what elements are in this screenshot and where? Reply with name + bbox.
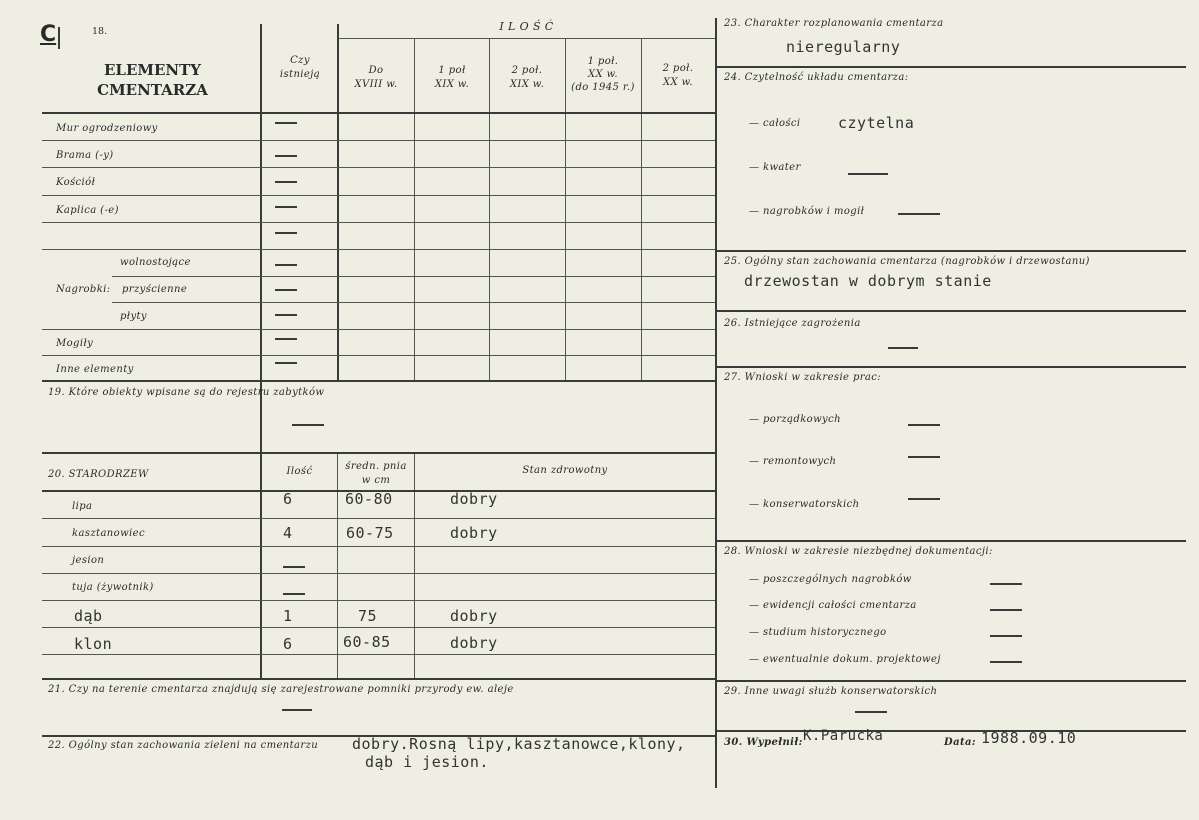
section-29-bottom-rule <box>717 730 1186 732</box>
dash-mark <box>898 213 940 215</box>
tree-name: tuja (żywotnik) <box>72 582 154 593</box>
col-header-1pol-xix <box>416 64 488 92</box>
elements-title <box>80 60 225 100</box>
col-header-do-xviii <box>340 64 412 92</box>
sredn-l1: średn. pnia <box>345 461 407 472</box>
dash-mark <box>275 264 297 266</box>
elements-title-line1: ELEMENTY <box>103 61 202 79</box>
row-rule <box>42 627 715 628</box>
dash-mark <box>282 709 312 711</box>
dash-mark <box>275 338 297 340</box>
tree-diam: 75 <box>358 607 378 625</box>
section-28-c: — studium historycznego <box>749 627 887 638</box>
element-przyscienne: przyścienne <box>122 284 188 295</box>
sredn-l2: w cm <box>361 475 391 486</box>
tree-state: dobry <box>450 524 498 542</box>
col-1pol20-l3: (do 1945 r.) <box>571 82 635 93</box>
row-rule <box>42 249 715 250</box>
dash-mark <box>990 609 1022 611</box>
tree-name: dąb <box>74 607 103 625</box>
ilosc-rule <box>338 38 715 39</box>
section-27-rem: — remontowych <box>749 456 837 467</box>
element-kosciol: Kościół <box>56 177 96 188</box>
section-22-value-line2: dąb i jesion. <box>365 753 489 771</box>
row-rule <box>42 355 715 356</box>
section-27-porz: — porządkowych <box>749 414 841 425</box>
col-divider-qty-start <box>337 24 339 380</box>
row-rule <box>112 302 715 303</box>
col-header-1pol-xx <box>566 55 640 94</box>
section-24-calosci-value: czytelna <box>838 114 915 132</box>
dash-mark <box>908 498 940 500</box>
row-rule <box>42 140 715 141</box>
element-mogily: Mogiły <box>56 338 94 349</box>
czy-line1: Czy <box>290 55 310 66</box>
czy-line2: istnieją <box>279 69 321 80</box>
dash-mark <box>283 566 305 568</box>
col-2pol19-l1: 2 poł. <box>511 65 543 76</box>
section-25-label: 25. Ogólny stan zachowania cmentarza (nagrobków i drzewostanu) <box>724 256 1090 267</box>
dash-mark <box>275 289 297 291</box>
ilosc-header: I L O Ś Ć <box>499 20 554 33</box>
letter-bar <box>58 27 60 49</box>
section-28-d: — ewentualnie dokum. projektowej <box>749 654 941 665</box>
header-rule <box>42 112 715 114</box>
filled-by-name: K.Parucka <box>803 728 884 744</box>
col-header-2pol-xx <box>642 62 714 90</box>
section-24-bottom-rule <box>717 250 1186 252</box>
row-rule <box>42 573 715 574</box>
dash-mark <box>855 711 887 713</box>
section-24-calosci: — całości <box>749 118 801 129</box>
dash-mark <box>283 593 305 595</box>
starodrzew-col-stan: Stan zdrowotny <box>522 465 608 476</box>
section-23-bottom-rule <box>717 66 1186 68</box>
dash-mark <box>908 424 940 426</box>
row-rule <box>42 167 715 168</box>
dash-mark <box>292 424 324 426</box>
col-1pol19-l1: 1 poł <box>438 65 466 76</box>
section-30-label: 30. Wypełnił: <box>724 737 803 748</box>
dash-mark <box>275 122 297 124</box>
section-20-label: 20. STARODRZEW <box>48 469 149 480</box>
row-rule <box>112 276 715 277</box>
col-header-2pol-xix <box>491 64 563 92</box>
row-rule <box>42 518 715 519</box>
section-28-bottom-rule <box>717 680 1186 682</box>
dash-mark <box>990 661 1022 663</box>
dash-mark <box>990 635 1022 637</box>
tree-state: dobry <box>450 607 498 625</box>
date-value: 1988.09.10 <box>981 729 1077 747</box>
starodrzew-col-sredn <box>338 460 414 488</box>
section-number-18: 18. <box>92 26 108 37</box>
section-19-label: 19. Które obiekty wpisane są do rejestru zabytków <box>48 387 325 398</box>
row-rule <box>42 329 715 330</box>
dash-mark <box>888 347 918 349</box>
czy-istnieja-header <box>266 54 334 82</box>
section-24-label: 24. Czytelność układu cmentarza: <box>724 72 909 83</box>
row-rule <box>42 546 715 547</box>
element-wolnostojace: wolnostojące <box>120 257 191 268</box>
dash-mark <box>908 456 940 458</box>
col-do-l1: Do <box>368 65 384 76</box>
section-28-label: 28. Wnioski w zakresie niezbędnej dokumentacji: <box>724 546 993 557</box>
dash-mark <box>275 232 297 234</box>
tree-qty: 4 <box>283 524 293 542</box>
dash-mark <box>990 583 1022 585</box>
dash-mark <box>275 362 297 364</box>
section-21-label: 21. Czy na terenie cmentarza znajdują się zarejestrowane pomniki przyrody ew. aleje <box>48 684 514 695</box>
tree-diam: 60-80 <box>345 490 393 508</box>
section-19-bottom-rule <box>42 452 715 454</box>
tree-diam: 60-85 <box>343 633 391 651</box>
tree-name: jesion <box>72 555 105 566</box>
element-inne: Inne elementy <box>56 364 134 375</box>
col-1pol19-l2: XIX w. <box>434 79 470 90</box>
center-divider <box>715 18 717 788</box>
tree-qty: 6 <box>283 490 293 508</box>
section-23-label: 23. Charakter rozplanowania cmentarza <box>724 18 944 29</box>
section-23-value: nieregularny <box>786 38 901 56</box>
element-mur: Mur ogrodzeniowy <box>56 123 158 134</box>
section-27-bottom-rule <box>717 540 1186 542</box>
row-rule <box>42 600 715 601</box>
section-29-label: 29. Inne uwagi służb konserwatorskich <box>724 686 938 697</box>
col-2pol20-l2: XX w. <box>663 77 693 88</box>
dash-mark <box>275 155 297 157</box>
col-2pol20-l1: 2 poł. <box>662 63 694 74</box>
col-2pol19-l2: XIX w. <box>509 79 545 90</box>
element-kaplica: Kaplica (-e) <box>56 205 119 216</box>
row-rule <box>42 654 715 655</box>
elements-bottom-rule <box>42 380 715 382</box>
dash-mark <box>275 206 297 208</box>
element-nagrobki: Nagrobki: <box>56 284 111 295</box>
col-divider-czy <box>260 24 262 678</box>
tree-qty: 6 <box>283 635 293 653</box>
section-22-label: 22. Ogólny stan zachowania zieleni na cmentarzu <box>48 740 319 751</box>
tree-state: dobry <box>450 634 498 652</box>
dash-mark <box>848 173 888 175</box>
section-letter: C <box>40 22 57 47</box>
dash-mark <box>275 181 297 183</box>
section-28-a: — poszczególnych nagrobków <box>749 574 912 585</box>
tree-diam: 60-75 <box>346 524 394 542</box>
section-26-bottom-rule <box>717 366 1186 368</box>
tree-name: klon <box>74 635 113 653</box>
element-brama: Brama (-y) <box>56 150 114 161</box>
tree-name: lipa <box>72 501 93 512</box>
starodrzew-col-ilosc: Ilość <box>286 466 313 477</box>
col-1pol20-l2: XX w. <box>588 69 618 80</box>
col-do-l2: XVIII w. <box>354 79 398 90</box>
elements-title-line2: CMENTARZA <box>97 81 208 99</box>
row-rule <box>42 222 715 223</box>
tree-state: dobry <box>450 490 498 508</box>
tree-name: kasztanowiec <box>72 528 145 539</box>
section-28-b: — ewidencji całości cmentarza <box>749 600 917 611</box>
row-rule <box>42 195 715 196</box>
section-22-value-line1: dobry.Rosną lipy,kasztanowce,klony, <box>352 735 686 753</box>
section-24-nagrobkow: — nagrobków i mogił <box>749 206 865 217</box>
section-27-label: 27. Wnioski w zakresie prac: <box>724 372 882 383</box>
date-label: Data: <box>944 737 976 748</box>
col-1pol20-l1: 1 poł. <box>587 56 619 67</box>
section-27-kons: — konserwatorskich <box>749 499 860 510</box>
starodrzew-bottom-rule <box>42 678 715 680</box>
section-26-label: 26. Istniejące zagrożenia <box>724 318 861 329</box>
section-24-kwater: — kwater <box>749 162 801 173</box>
starodrzew-col-divider <box>414 454 415 678</box>
section-25-value: drzewostan w dobrym stanie <box>744 272 992 290</box>
dash-mark <box>275 314 297 316</box>
section-25-bottom-rule <box>717 310 1186 312</box>
element-plyty: płyty <box>120 311 147 322</box>
tree-qty: 1 <box>283 607 293 625</box>
